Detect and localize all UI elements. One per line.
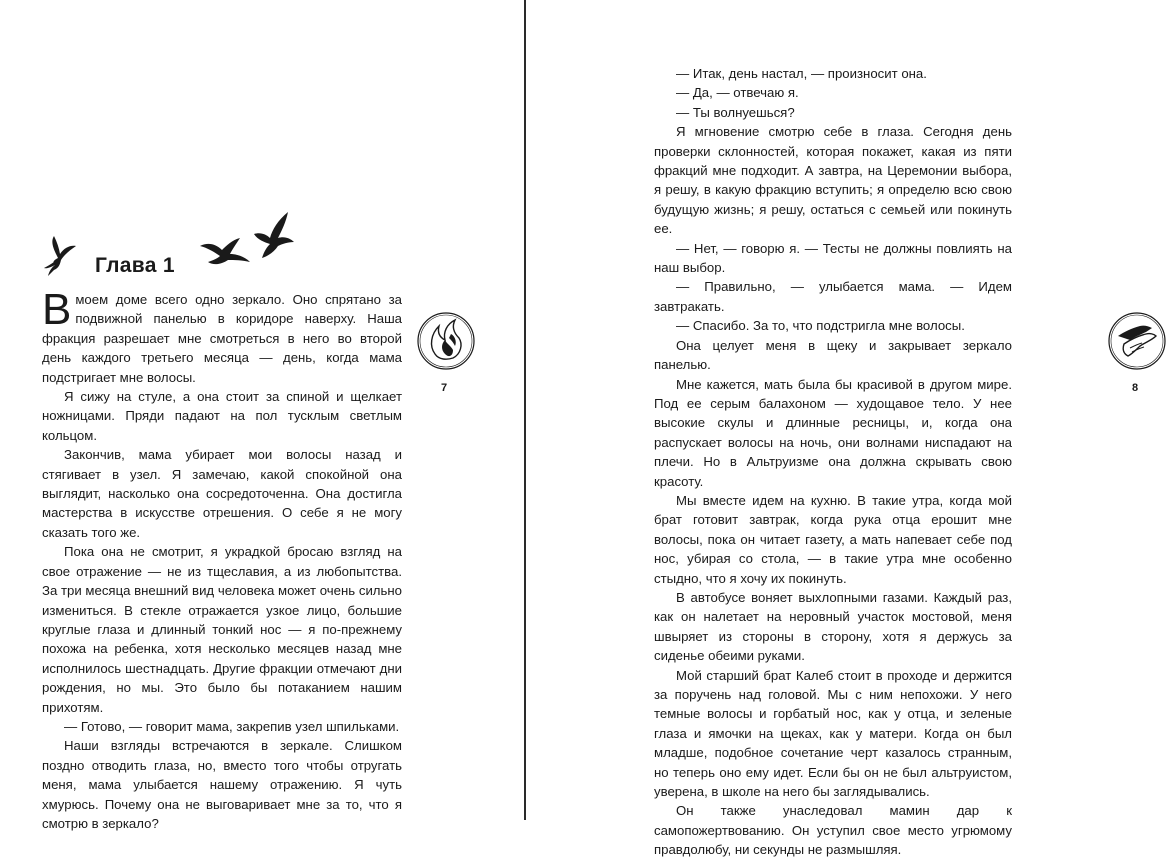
paragraph: Пока она не смотрит, я украдкой бросаю взгляд на свое отражение — не из тщеславия, а из любопытства. За три месяца внешний вид человека может очень сильно измениться. В стекле отражается узкое лицо, большие круглые глаза и длинный тонкий нос — я по-прежнему похожа на ребенка, хотя несколько месяцев назад мне исполнилось шестнадцать. Другие фракции отмечают дни рождения, но мы. Это было бы потаканием нашим прихотям. (42, 544, 402, 715)
paragraph: — Нет, — говорю я. — Тесты не должны повлиять на наш выбор. (654, 240, 1012, 276)
flying-bird-icon (200, 238, 250, 266)
paragraph: Наши взгляды встречаются в зеркале. Слишком поздно отводить глаза, но, вместо того чтобы отругать меня, мама улыбается нашему отражению. Я чуть хмурюсь. Почему она не выговаривает мне за то, что я смотрю в зеркало? (42, 738, 402, 831)
paragraph: — Правильно, — улыбается мама. — Идем завтракать. (654, 279, 1012, 314)
paragraph: Она целует меня в щеку и закрывает зеркало панелью. (654, 337, 1012, 373)
paragraph: Мне кажется, мать была бы красивой в другом мире. Под ее серым балахоном — худощавое тело. У нее высокие скулы и длинные ресницы, и, когда она распускает волосы на ночь, они волнами ниспадают на плечи. Но в Альтруизме она должна скрывать свою красоту. (654, 376, 1012, 489)
chapter-title: Глава 1 (95, 254, 175, 277)
paragraph: Я сижу на стуле, а она стоит за спиной и щелкает ножницами. Пряди падают на пол тусклым светлым кольцом. (42, 389, 402, 443)
paragraph: Мой старший брат Калеб стоит в проходе и держится за поручень над головой. Мы с ним непохожи. У него темные волосы и горбатый нос, как у отца, и зеленые глаза и ямочки на щеках, как у матери. Когда он был младше, подобное сочетание черт казалось странным, но теперь оно ему идет. Если бы он не был альтруистом, уверена, в школе на него бы заглядывались. (654, 667, 1012, 800)
paragraph: — Готово, — говорит мама, закрепив узел шпильками. (64, 718, 400, 734)
right-page-text (654, 64, 1012, 860)
dauntless-flame-emblem-icon (415, 310, 477, 372)
flying-bird-icon (40, 236, 76, 276)
abnegation-hands-emblem-icon (1106, 310, 1168, 372)
paragraph: Вмоем доме всего одно зеркало. Оно спрятано за подвижной панелью в коридоре наверху. Наша фракция разрешает мне смотреться в него во второй день каждого третьего месяца — день, когда мама подстригает мне волосы. (42, 285, 402, 385)
paragraph: — Ты волнуешься? (676, 104, 795, 120)
paragraph: — Итак, день настал, — произносит она. (676, 66, 927, 81)
paragraph: Закончив, мама убирает мои волосы назад и стягивает в узел. Я замечаю, какой спокойной она выглядит, насколько она сосредоточенна. Она достигла мастерства в искусстве отрешения. О себе я не могу сказать того же. (42, 447, 402, 540)
paragraph: Мы вместе идем на кухню. В такие утра, когда мой брат готовит завтрак, когда рука отца ерошит мне волосы, пока он читает газету, а мать напевает себе под нос, убирая со стола, — в такие утра мне особенно стыдно, что я хочу их покинуть. (654, 492, 1012, 586)
left-page-text (42, 285, 402, 833)
paragraph: Я мгновение смотрю себе в глаза. Сегодня день проверки склонностей, которая покажет, какая из пяти фракций мне подходит. А завтра, на Церемонии выбора, я решу, в какую фракцию вступить; я определю всю свою будущую жизнь; я решу, остаться с семьей или покинуть ее. (654, 124, 1012, 237)
drop-cap: В (42, 285, 72, 334)
paragraph: — Да, — отвечаю я. (676, 85, 799, 101)
left-page (0, 0, 524, 831)
page-number: 8 (1132, 382, 1139, 394)
page-number: 7 (441, 382, 448, 394)
paragraph: В автобусе воняет выхлопными газами. Каждый раз, как он налетает на неровный участок мостовой, меня швыряет из стороны в сторону, хотя я держусь за сиденье обеими руками. (654, 589, 1012, 664)
flying-bird-icon (250, 212, 294, 258)
paragraph: — Спасибо. За то, что подстригла мне волосы. (676, 318, 965, 334)
paragraph: Он также унаследовал мамин дар к самопожертвованию. Он уступил свое место угрюмому правдолюбу, ни секунды не размышляя. (654, 803, 1012, 858)
